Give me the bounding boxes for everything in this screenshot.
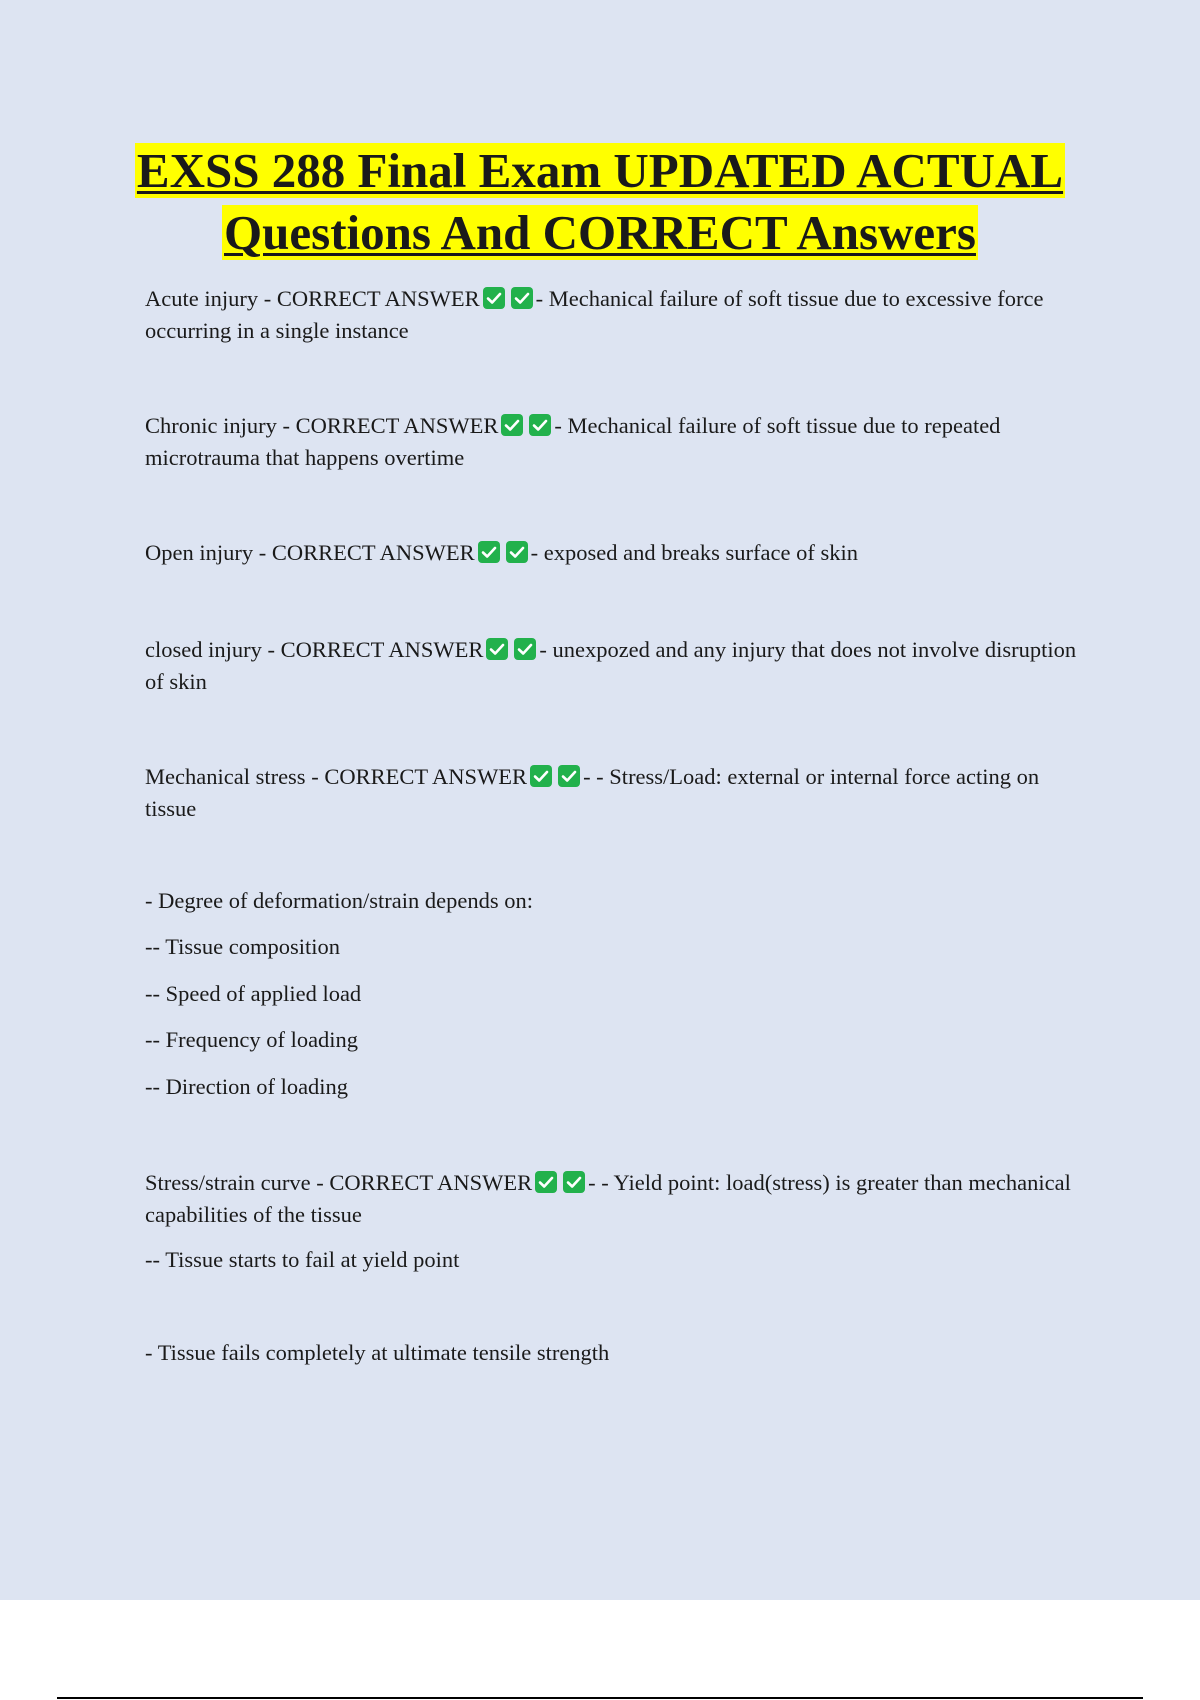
check-mark-icon xyxy=(500,413,524,437)
correct-answer-label: CORRECT ANSWER xyxy=(276,286,480,311)
body-line: -- Direction of loading xyxy=(145,1074,349,1099)
flashcard-mechanical-stress xyxy=(145,761,1090,825)
check-mark-icon xyxy=(477,540,501,564)
card-term: Chronic injury - xyxy=(145,413,296,438)
check-mark-icon xyxy=(485,637,509,661)
check-mark-icon xyxy=(534,1170,558,1194)
body-line: -- Speed of applied load xyxy=(145,981,362,1006)
card-term: Stress/strain curve - xyxy=(145,1170,330,1195)
card-answer: - - Yield point: load(stress) is greater than mechanical capabilities of the tissue xyxy=(145,1170,1071,1227)
card-term: Mechanical stress - xyxy=(145,764,325,789)
check-mark-icon xyxy=(510,286,534,310)
body-line: -- Tissue starts to fail at yield point xyxy=(145,1247,460,1272)
check-mark-icon xyxy=(562,1170,586,1194)
correct-answer-label: CORRECT ANSWER xyxy=(329,1170,533,1195)
flashcard-stress-strain-curve xyxy=(145,1167,1090,1231)
card-term: closed injury - xyxy=(145,637,281,662)
card-answer: - exposed and breaks surface of skin xyxy=(530,540,858,565)
flashcard-chronic-injury xyxy=(145,410,1090,474)
correct-answer-label: CORRECT ANSWER xyxy=(271,540,475,565)
check-mark-icon xyxy=(513,637,537,661)
title-line-2: Questions And CORRECT Answers xyxy=(224,205,976,260)
card-answer: - unexpozed and any injury that does not involve disruption of skin xyxy=(145,637,1077,694)
footer-divider xyxy=(57,1697,1143,1699)
body-line: - Degree of deformation/strain depends on: xyxy=(145,888,533,913)
flashcard-open-injury xyxy=(145,537,1090,569)
check-mark-icon xyxy=(528,413,552,437)
correct-answer-label: CORRECT ANSWER xyxy=(295,413,499,438)
card-term: Open injury - xyxy=(145,540,272,565)
check-mark-icon xyxy=(529,764,553,788)
flashcard-acute-injury xyxy=(145,283,1090,347)
page-title xyxy=(100,140,1100,264)
card-answer: - Mechanical failure of soft tissue due to excessive force occurring in a single instance xyxy=(145,286,1044,343)
card-term: Acute injury - xyxy=(145,286,277,311)
correct-answer-label: CORRECT ANSWER xyxy=(280,637,484,662)
correct-answer-label: CORRECT ANSWER xyxy=(324,764,528,789)
check-mark-icon xyxy=(482,286,506,310)
check-mark-icon xyxy=(557,764,581,788)
body-line: -- Frequency of loading xyxy=(145,1027,359,1052)
card-answer: - Mechanical failure of soft tissue due to repeated microtrauma that happens overtime xyxy=(145,413,1001,470)
card-answer: - - Stress/Load: external or internal force acting on tissue xyxy=(145,764,1040,821)
flashcard-closed-injury xyxy=(145,634,1090,698)
check-mark-icon xyxy=(505,540,529,564)
title-line-1: EXSS 288 Final Exam UPDATED ACTUAL xyxy=(136,143,1064,198)
body-line: -- Tissue composition xyxy=(145,934,341,959)
body-line: - Tissue fails completely at ultimate tensile strength xyxy=(145,1340,610,1365)
